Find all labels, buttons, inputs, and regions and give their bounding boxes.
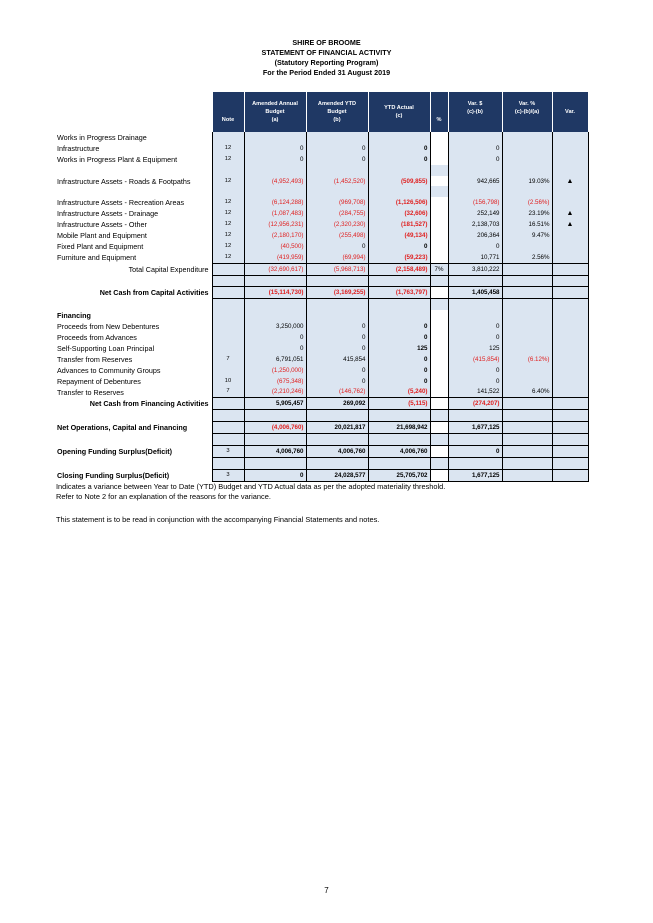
row-label: Net Cash from Financing Activities <box>56 398 212 410</box>
row-label: Total Capital Expenditure <box>56 263 212 275</box>
statement-name: STATEMENT OF FINANCIAL ACTIVITY <box>261 48 392 57</box>
row-label: Proceeds from Advances <box>56 332 212 343</box>
page-number: 7 <box>324 886 329 895</box>
row-label: Self-Supporting Loan Principal <box>56 343 212 354</box>
section-heading: Financing <box>56 310 212 321</box>
spacer-row <box>56 457 588 469</box>
table-row: Infrastructure Assets - Roads & Footpaths 12 (4,952,493) (1,452,520) (509,855) 942,665 19.03% ▲ <box>56 176 588 187</box>
variance-up-icon: ▲ <box>552 208 588 219</box>
spacer-row <box>56 186 588 197</box>
col-var-dollar-header: Var. $ (c)-(b) <box>448 92 502 132</box>
table-row-total: Closing Funding Surplus(Deficit) 3 0 24,028,577 25,705,702 1,677,125 <box>56 469 588 481</box>
col-pct-header: % <box>430 92 448 132</box>
table-row-total: Net Operations, Capital and Financing (4,006,760) 20,021,817 21,698,942 1,677,125 <box>56 422 588 434</box>
variance-up-icon: ▲ <box>552 219 588 230</box>
row-label: Furniture and Equipment <box>56 252 212 263</box>
row-label: Fixed Plant and Equipment <box>56 241 212 252</box>
table-row: Transfer from Reserves 7 6,791,051 415,854 0 (415,854) (6.12%) <box>56 354 588 365</box>
table-row: Transfer to Reserves 7 (2,210,246) (146,762) (5,240) 141,522 6.40% <box>56 386 588 397</box>
table-row: Mobile Plant and Equipment 12 (2,180,170) (255,498) (49,134) 206,364 9.47% <box>56 230 588 241</box>
table-row: Advances to Community Groups (1,250,000) 0 0 0 <box>56 365 588 376</box>
row-label: Opening Funding Surplus(Deficit) <box>56 445 212 457</box>
table-row: Furniture and Equipment 12 (419,959) (69,994) (59,223) 10,771 2.56% <box>56 252 588 263</box>
col-var-indicator-header: Var. <box>552 92 588 132</box>
table-header <box>56 92 588 132</box>
col-budget-header: Amended Annual Budget (a) <box>244 92 306 132</box>
spacer-row <box>56 275 588 287</box>
row-label: Works in Progress Plant & Equipment <box>56 154 212 165</box>
table-row: Proceeds from New Debentures 3,250,000 0 0 0 <box>56 321 588 332</box>
row-label: Proceeds from New Debentures <box>56 321 212 332</box>
table-row: Works in Progress Plant & Equipment 12 0 0 0 0 <box>56 154 588 165</box>
row-label: Works in Progress Drainage <box>56 132 212 143</box>
table-row <box>56 132 588 143</box>
table-row: Infrastructure Assets - Other 12 (12,956,231) (2,320,230) (181,527) 2,138,703 16.51% ▲ <box>56 219 588 230</box>
spacer-row <box>56 410 588 422</box>
row-label: Infrastructure Assets - Other <box>56 219 212 230</box>
row-label: Infrastructure Assets - Recreation Areas <box>56 197 212 208</box>
statement-title-block <box>0 38 653 78</box>
table-row: Self-Supporting Loan Principal 0 0 125 125 <box>56 343 588 354</box>
footnote-line-2: Refer to Note 2 for an explanation of the reasons for the variance. <box>56 492 271 501</box>
row-label: Infrastructure Assets - Drainage <box>56 208 212 219</box>
col-ytd-actual-header: YTD Actual (c) <box>368 92 430 132</box>
row-label: Infrastructure Assets - Roads & Footpaths <box>56 176 212 187</box>
variance-up-icon: ▲ <box>552 176 588 187</box>
row-label: Mobile Plant and Equipment <box>56 230 212 241</box>
row-label: Infrastructure <box>56 143 212 154</box>
statement-subtitle: (Statutory Reporting Program) <box>274 58 379 67</box>
row-label: Transfer from Reserves <box>56 354 212 365</box>
row-label: Advances to Community Groups <box>56 365 212 376</box>
table-row: Repayment of Debentures 10 (675,348) 0 0 0 <box>56 376 588 387</box>
table-row: Infrastructure Assets - Recreation Areas 12 (6,124,288) (969,708) (1,126,506) (156,798) (2.56%) <box>56 197 588 208</box>
col-note-header: Note <box>212 92 244 132</box>
table-row-total: Total Capital Expenditure (32,690,617) (5,968,713) (2,158,489) 7% 3,810,222 <box>56 263 588 275</box>
row-label: Net Operations, Capital and Financing <box>56 422 212 434</box>
table-row-total: Net Cash from Capital Activities (15,114,730) (3,169,255) (1,763,797) 1,405,458 <box>56 287 588 299</box>
spacer-row <box>56 434 588 446</box>
col-var-pct-header: Var. % (c)-(b)/(a) <box>502 92 552 132</box>
table-row: Proceeds from Advances 0 0 0 0 <box>56 332 588 343</box>
table-row-total: Net Cash from Financing Activities 5,905,457 269,092 (5,115) (274,207) <box>56 398 588 410</box>
row-label: Closing Funding Surplus(Deficit) <box>56 469 212 481</box>
row-label: Net Cash from Capital Activities <box>56 287 212 299</box>
footnote-line-1: Indicates a variance between Year to Date (YTD) Budget and YTD Actual data as per the adopted materiality threshold. <box>56 482 446 491</box>
table-row: Infrastructure 12 0 0 0 0 <box>56 143 588 154</box>
row-label: Repayment of Debentures <box>56 376 212 387</box>
variance-footnote <box>56 482 445 502</box>
col-ytd-budget-header: Amended YTD Budget (b) <box>306 92 368 132</box>
spacer-row <box>56 299 588 310</box>
table-row-total: Opening Funding Surplus(Deficit) 3 4,006,760 4,006,760 4,006,760 0 <box>56 445 588 457</box>
conjunction-note: This statement is to be read in conjunction with the accompanying Financial Statements and notes. <box>56 515 380 524</box>
table-row: Infrastructure Assets - Drainage 12 (1,087,483) (284,755) (32,606) 252,149 23.19% ▲ <box>56 208 588 219</box>
statement-period: For the Period Ended 31 August 2019 <box>262 68 391 77</box>
spacer-row <box>56 165 588 176</box>
financial-activity-table <box>56 92 589 482</box>
row-label: Transfer to Reserves <box>56 386 212 397</box>
section-heading-row <box>56 310 588 321</box>
org-name: SHIRE OF BROOME <box>292 38 361 47</box>
table-row: Fixed Plant and Equipment 12 (40,500) 0 0 0 <box>56 241 588 252</box>
